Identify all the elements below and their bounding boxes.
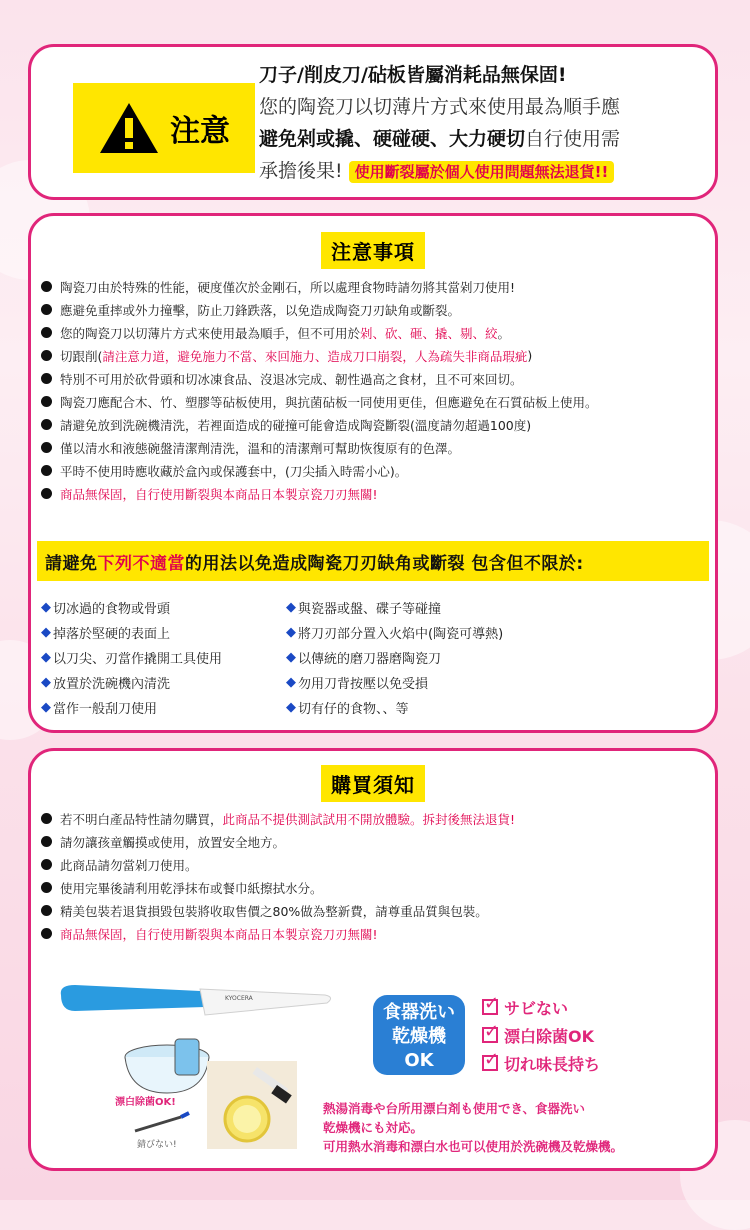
warning-label-box (73, 83, 255, 173)
list-item: 請避免放到洗碗機清洗，若裡面造成的碰撞可能會造成陶瓷斷裂(溫度請勿超過100度) (41, 413, 709, 436)
bullet-icon (41, 304, 52, 315)
diamond-icon: ◆ (41, 625, 51, 640)
list-item: 僅以清水和液態碗盤清潔劑清洗，溫和的清潔劑可幫助恢復原有的色澤。 (41, 436, 709, 459)
avoid-item: ◆ 掉落於堅硬的表面上 (41, 625, 171, 642)
list-item: 陶瓷刀由於特殊的性能，硬度僅次於金剛石，所以處理食物時請勿將其當剁刀使用! (41, 275, 709, 298)
checkbox-icon (482, 999, 498, 1015)
avoid-item: ◆ 將刀刃部分置入火焰中(陶瓷可導熱) (286, 625, 504, 642)
bullet-icon (41, 488, 52, 499)
notice-text (259, 59, 709, 188)
purchase-notes-card (28, 748, 718, 1171)
list-item: 切跟削( 請注意力道，避免施力不當、來回施力、造成刀口崩裂，人為疏失非商品瑕疵 ) (41, 344, 709, 367)
bullet-icon (41, 350, 52, 361)
bullet-icon (41, 396, 52, 407)
list-item: 特別不可用於砍骨頭和切冰凍食品、沒退冰完成、韌性過高之食材，且不可來回切。 (41, 367, 709, 390)
bullet-icon (41, 905, 52, 916)
avoid-item: ◆ 以刀尖、刃當作撬開工具使用 (41, 650, 223, 667)
list-item: 商品無保固，自行使用斷裂與本商品日本製京瓷刀刃無關! (41, 482, 709, 505)
list-item: ✓ 切れ味長持ち (482, 1049, 682, 1077)
notice-line-1: 刀子/削皮刀/砧板皆屬消耗品無保固! (259, 64, 567, 86)
list-item: 您的陶瓷刀以切薄片方式來使用最為順手，但不可用於 剁、砍、砸、撬、剔、絞 。 (41, 321, 709, 344)
avoid-item: ◆ 勿用刀背按壓以免受損 (286, 675, 429, 692)
diamond-icon: ◆ (286, 600, 296, 615)
bullet-icon (41, 928, 52, 939)
avoid-item: ◆ 以傳統的磨刀器磨陶瓷刀 (286, 650, 442, 667)
precautions-list (41, 275, 709, 505)
bullet-icon (41, 859, 52, 870)
ceramic-knife-image (55, 973, 335, 1033)
bullet-icon (41, 442, 52, 453)
purchase-title: 購買須知 (321, 765, 425, 802)
avoid-item: ◆ 放置於洗碗機內清洗 (41, 675, 171, 692)
notice-line-3-rest: 自行使用需 (525, 128, 621, 150)
feature-checklist (482, 993, 682, 1077)
list-item: 精美包裝若退貨損毀包裝將收取售價之80%做為整新費，請尊重品質與包裝。 (41, 899, 709, 922)
checkbox-icon (482, 1055, 498, 1071)
diamond-icon: ◆ (286, 700, 296, 715)
diamond-icon: ◆ (286, 650, 296, 665)
avoid-list (41, 595, 681, 720)
lemon-cutting-photo (207, 1061, 297, 1149)
precautions-title: 注意事項 (321, 232, 425, 269)
avoid-item: ◆ 切有仔的食物、、等 (286, 700, 409, 717)
notice-line-3-bold: 避免剁或撬、硬碰硬、大力硬切 (259, 128, 526, 150)
diamond-icon: ◆ (41, 600, 51, 615)
list-item: 若不明白產品特性請勿購買， 此商品不提供測試試用不開放體驗。拆封後無法退貨! (41, 807, 709, 830)
list-item: 陶瓷刀應配合木、竹、塑膠等砧板使用，與抗菌砧板一同使用更佳，但應避免在石質砧板上使用。 (41, 390, 709, 413)
avoid-item: ◆ 切冰過的食物或骨頭 (41, 600, 171, 617)
diamond-icon: ◆ (41, 675, 51, 690)
bullet-icon (41, 281, 52, 292)
bullet-icon (41, 836, 52, 847)
list-item: 商品無保固，自行使用斷裂與本商品日本製京瓷刀刃無關! (41, 922, 709, 945)
dishwasher-ok-badge: 食器洗い 乾燥機 OK (373, 995, 465, 1075)
list-item: ✓ 漂白除菌OK (482, 1021, 682, 1049)
list-item: 應避免重摔或外力撞擊，防止刀鋒跌落，以免造成陶瓷刀刃缺角或斷裂。 (41, 298, 709, 321)
list-item: 平時不使用時應收藏於盒內或保護套中，(刀尖插入時需小心)。 (41, 459, 709, 482)
checkbox-icon (482, 1027, 498, 1043)
list-item: 使用完畢後請利用乾淨抹布或餐巾紙擦拭水分。 (41, 876, 709, 899)
list-item: ✓ サビない (482, 993, 682, 1021)
no-rust-label: 錆びない! (137, 1140, 177, 1150)
svg-text:KYOCERA: KYOCERA (225, 995, 253, 1002)
lemon-icon (207, 1061, 297, 1149)
cleaning-note: 熱湯消毒や台所用漂白剤も使用でき、食器洗い 乾燥機にも対応。 可用熱水消毒和漂白水也可以使用於洗碗機及乾燥機。 (323, 1101, 624, 1154)
warning-icon (98, 100, 160, 156)
purchase-list (41, 807, 709, 945)
bullet-icon (41, 419, 52, 430)
bullet-icon (41, 373, 52, 384)
list-item: 此商品請勿當剁刀使用。 (41, 853, 709, 876)
warning-label: 注意 (170, 114, 230, 149)
avoid-banner: 請避免 下列不適當 的用法以免造成陶瓷刀刃缺角或斷裂 包含但不限於: (37, 541, 709, 581)
precautions-card (28, 213, 718, 733)
avoid-item: ◆ 當作一般刮刀使用 (41, 700, 158, 717)
bullet-icon (41, 882, 52, 893)
avoid-item: ◆ 與瓷器或盤、碟子等碰撞 (286, 600, 442, 617)
notice-line-4: 承擔後果! (259, 160, 343, 182)
diamond-icon: ◆ (286, 625, 296, 640)
bleach-ok-label: 漂白除菌OK! (115, 1097, 176, 1108)
diamond-icon: ◆ (41, 650, 51, 665)
refund-tag: 使用斷裂屬於個人使用問題無法退貨!! (349, 161, 615, 183)
diamond-icon: ◆ (286, 675, 296, 690)
bullet-icon (41, 813, 52, 824)
diamond-icon: ◆ (41, 700, 51, 715)
notice-card (28, 44, 718, 200)
bullet-icon (41, 327, 52, 338)
bullet-icon (41, 465, 52, 476)
notice-line-2: 您的陶瓷刀以切薄片方式來使用最為順手應 (259, 96, 621, 118)
list-item: 請勿讓孩童觸摸或使用，放置安全地方。 (41, 830, 709, 853)
